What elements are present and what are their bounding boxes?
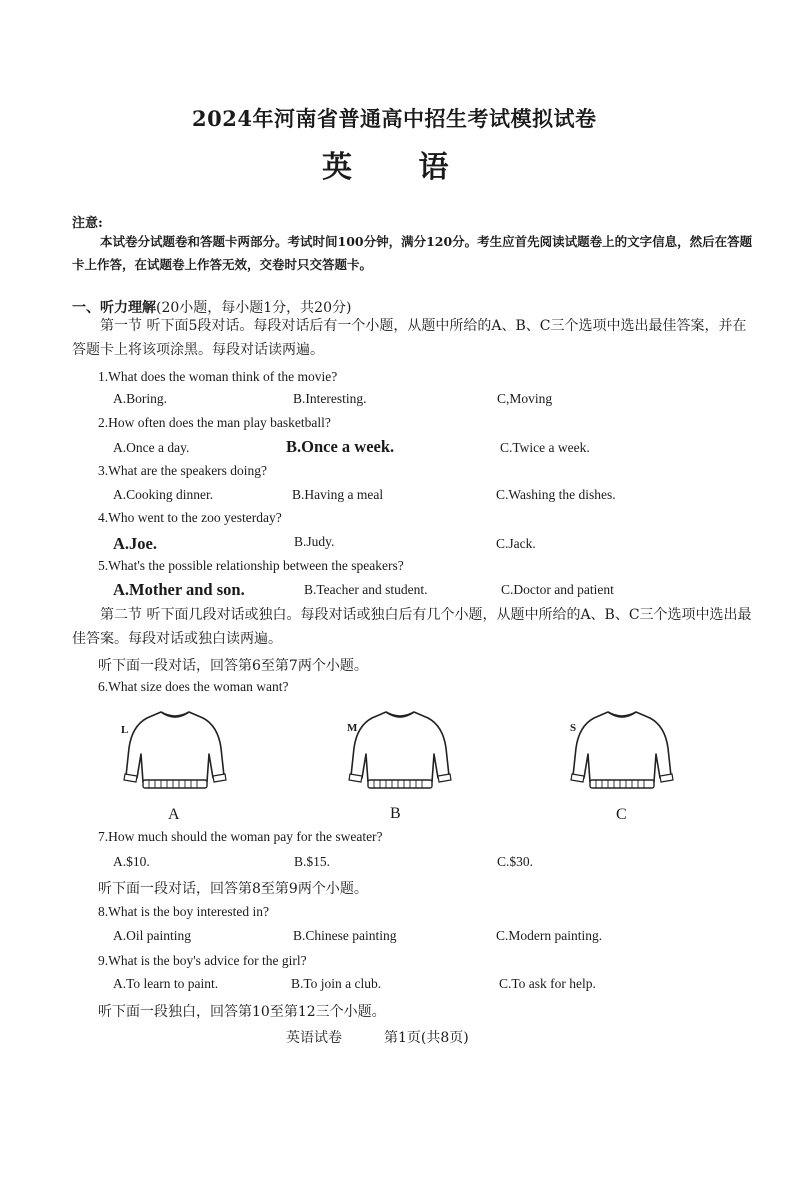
q5-option-c: C.Doctor and patient [501, 582, 614, 597]
sweater-size-label-m: M [347, 722, 358, 734]
q7-option-b: B.$15. [294, 854, 331, 869]
listen-instruction-8-9: 听下面一段对话，回答第8至第9两个小题。 [98, 881, 368, 897]
q7-option-a: A.$10. [113, 854, 150, 869]
sweater-s-image [570, 708, 674, 790]
exam-title: 2024年河南省普通高中招生考试模拟试卷 [192, 106, 597, 131]
q3-option-b: B.Having a meal [292, 487, 384, 502]
q4-option-b: B.Judy. [294, 534, 335, 549]
question-4: 4.Who went to the zoo yesterday? [98, 510, 282, 525]
question-1: 1.What does the woman think of the movie? [98, 369, 338, 384]
section-heading-title: 一、听力理解 [72, 300, 156, 316]
question-6: 6.What size does the woman want? [98, 679, 289, 694]
part2-intro: 第二节 听下面几段对话或独白。每段对话或独白后有几个小题，从题中所给的A、B、C三个选项中选出最佳答案。每段对话或独白读两遍。 [72, 607, 752, 647]
q4-option-a: A.Joe. [113, 534, 157, 553]
q1-option-b: B.Interesting. [293, 391, 367, 406]
footer-page-number: 第1页(共8页) [384, 1030, 469, 1046]
sweater-option-b: B [390, 805, 401, 822]
q8-option-c: C.Modern painting. [496, 928, 603, 943]
q7-option-c: C.$30. [497, 854, 534, 869]
footer-subject: 英语试卷 [286, 1030, 342, 1046]
sweater-option-a: A [168, 806, 180, 823]
notice-text: 本试卷分试题卷和答题卡两部分。考试时间100分钟，满分120分。考生应首先阅读试题卷上的文字信息，然后在答题卡上作答，在试题卷上作答无效，交卷时只交答题卡。 [72, 234, 753, 272]
q4-option-c: C.Jack. [496, 536, 536, 551]
question-7: 7.How much should the woman pay for the sweater? [98, 829, 383, 844]
section-heading-note: (20小题，每小题1分，共20分) [156, 300, 352, 316]
question-8: 8.What is the boy interested in? [98, 904, 269, 919]
sweater-m-image [348, 708, 452, 790]
q2-option-c: C.Twice a week. [500, 440, 590, 455]
q3-option-c: C.Washing the dishes. [496, 487, 616, 502]
q5-option-a: A.Mother and son. [113, 580, 245, 599]
sweater-size-label-l: L [121, 724, 129, 736]
listen-instruction-6-7: 听下面一段对话，回答第6至第7两个小题。 [98, 658, 368, 674]
listen-instruction-10-12: 听下面一段独白，回答第10至第12三个小题。 [98, 1004, 386, 1020]
question-2: 2.How often does the man play basketball? [98, 415, 331, 430]
sweater-l-image [123, 708, 227, 790]
notice-label: 注意: [72, 216, 103, 231]
sweater-size-label-s: S [570, 722, 577, 734]
q1-option-c: C,Moving [497, 391, 553, 406]
sweater-option-c: C [616, 806, 627, 823]
q2-option-b: B.Once a week. [286, 437, 395, 456]
q1-option-a: A.Boring. [113, 391, 167, 406]
q8-option-b: B.Chinese painting [293, 928, 397, 943]
q5-option-b: B.Teacher and student. [304, 582, 428, 597]
part1-intro: 第一节 听下面5段对话。每段对话后有一个小题，从题中所给的A、B、C三个选项中选出最佳答案，并在答题卡上将该项涂黑。每段对话读两遍。 [72, 318, 747, 358]
q2-option-a: A.Once a day. [113, 440, 190, 455]
q9-option-c: C.To ask for help. [499, 976, 596, 991]
q9-option-a: A.To learn to paint. [113, 976, 219, 991]
question-5: 5.What's the possible relationship between the speakers? [98, 558, 404, 573]
q9-option-b: B.To join a club. [291, 976, 382, 991]
subject-title: 英 语 [322, 150, 477, 185]
q8-option-a: A.Oil painting [113, 928, 191, 943]
question-3: 3.What are the speakers doing? [98, 463, 268, 478]
q3-option-a: A.Cooking dinner. [113, 487, 214, 502]
question-9: 9.What is the boy's advice for the girl? [98, 953, 307, 968]
